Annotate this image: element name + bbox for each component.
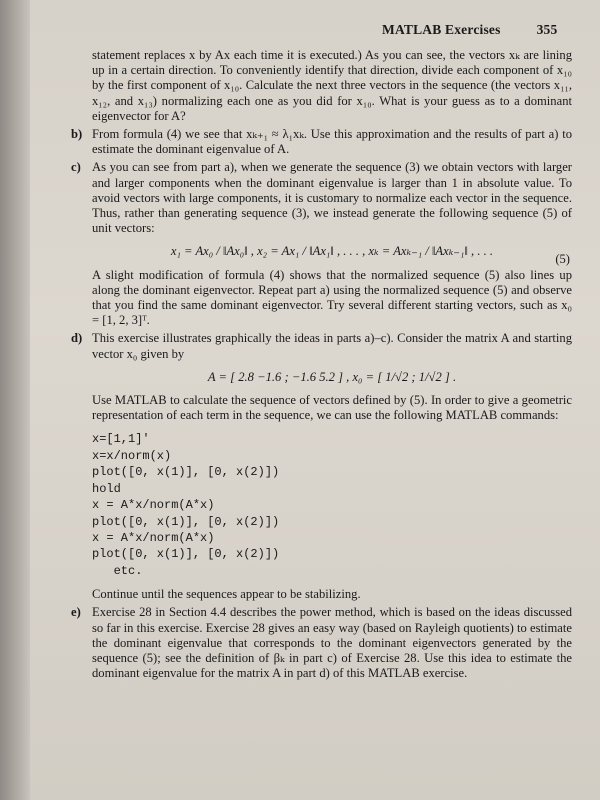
part-a-continuation: statement replaces x by Ax each time it is executed.) As you can see, the vectors xₖ are lining up in a certain direction. To conveniently identify that direction, divide each component of x₁₀ by the first component of x₁₀. Calculate the next three vectors in the sequence (the vectors x₁₁, x₁₂, and x₁₃) normalizing each one as you did for x₁₀. What is your guess as to a dominant eigenvector for A? bbox=[92, 48, 572, 123]
part-c-label: c) bbox=[71, 160, 81, 175]
running-header bbox=[382, 22, 557, 38]
part-d-label: d) bbox=[71, 331, 83, 346]
page-number: 355 bbox=[536, 22, 558, 37]
equation-5-body: x₁ = Ax₀ / ‖Ax₀‖ , x₂ = Ax₁ / ‖Ax₁‖ , . . . , xₖ = Axₖ₋₁ / ‖Axₖ₋₁‖ , . . . bbox=[170, 244, 494, 259]
part-b bbox=[71, 127, 572, 157]
part-c-text: As you can see from part a), when we generate the sequence (3) we obtain vectors with larger and larger components when the dominant eigenvalue is larger than 1 in absolute value. To avoid vectors with large components, it is customary to normalize each vector in the sequence. Thus, rather than generating sequence (3), we instead generate the following sequence (5) of unit vectors: bbox=[92, 160, 572, 236]
part-c-text-2: A slight modification of formula (4) shows that the normalized sequence (5) also lines up along the dominant eigenvector. Repeat part a) using the normalized sequence (5) and observe that you find the same dominant eigenvector. Try several different starting vectors, such as x₀ = [1, 2, 3]ᵀ. bbox=[92, 267, 572, 328]
part-d-text: This exercise illustrates graphically the ideas in parts a)–c). Consider the matrix A and starting vector x₀ given by bbox=[92, 331, 572, 361]
exercise-content bbox=[71, 48, 572, 684]
part-b-label: b) bbox=[71, 127, 83, 142]
part-d-text-3: Continue until the sequences appear to be stabilizing. bbox=[92, 587, 361, 602]
part-e-text: Exercise 28 in Section 4.4 describes the power method, which is based on the ideas discussed so far in this exercise. Exercise 28 gives an easy way (based on Rayleigh quotients) to estimate the dominant eigenvalue that corresponds to the dominant eigenvectors generated by the sequence (5); see the definition of βₖ in part c) of Exercise 28. Use this idea to estimate the dominant eigenvalue for the matrix A in part d) of this MATLAB exercise. bbox=[92, 605, 572, 681]
page-shadow bbox=[0, 0, 30, 800]
part-c bbox=[71, 160, 572, 328]
header-title: MATLAB Exercises bbox=[382, 22, 501, 37]
matrix-definition: A = [ 2.8 −1.6 ; −1.6 5.2 ] , x₀ = [ 1/√2 ; 1/√2 ] . bbox=[207, 369, 457, 384]
part-e-label: e) bbox=[71, 605, 81, 620]
part-b-text: From formula (4) we see that xₖ₊₁ ≈ λ₁xₖ. Use this approximation and the results of part a) to estimate the dominant eigenvalue of A. bbox=[92, 127, 572, 157]
part-d-text-2: Use MATLAB to calculate the sequence of vectors defined by (5). In order to give a geometric representation of each term in the sequence, we can use the following MATLAB commands: bbox=[92, 393, 572, 423]
part-e bbox=[71, 605, 572, 681]
equation-5-number: (5) bbox=[555, 252, 570, 267]
matlab-code: x=[1,1]' x=x/norm(x) plot([0, x(1)], [0, x(2)]) hold x = A*x/norm(A*x) plot([0, x(1)], [0, x(2)]) x = A*x/norm(A*x) plot([0, x(1)], [0, x(2)]) etc. bbox=[92, 432, 280, 578]
part-d bbox=[71, 331, 572, 602]
equation-5 bbox=[92, 244, 572, 267]
